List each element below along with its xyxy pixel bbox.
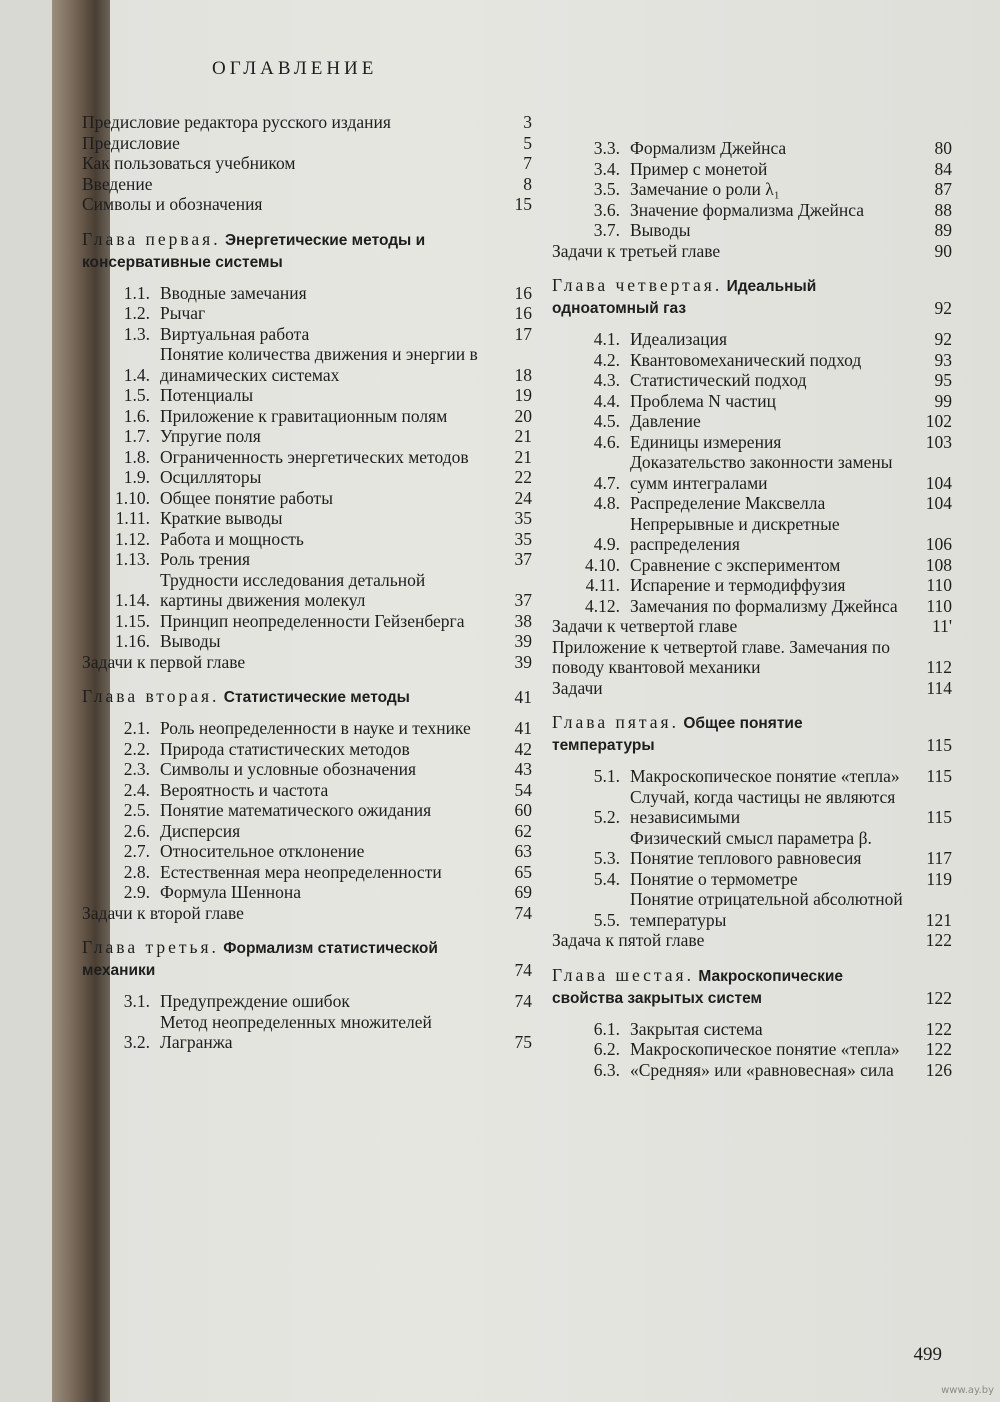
- toc-entry: 3.4. Пример с монетой 84: [593, 158, 952, 179]
- toc-entry: 1.16. Выводы 39: [115, 631, 532, 651]
- toc-entry: 5.3. Физический смысл параметра β. Понятие теплового равновесия 117: [593, 827, 952, 868]
- toc-entry: 4.8. Распределение Максвелла 104: [593, 493, 952, 513]
- toc-entry: 6.2. Макроскопическое понятие «тепла» 122: [593, 1039, 952, 1059]
- toc-entry: 5.4. Понятие о термометре 119: [593, 868, 952, 889]
- page-number: 499: [913, 1344, 942, 1365]
- toc-tasks-entry: Задачи к второй главе 74: [82, 902, 532, 923]
- toc-entry: 2.4. Вероятность и частота 54: [123, 779, 532, 800]
- toc-entry: 2.7. Относительное отклонение 63: [123, 841, 532, 861]
- chapter-6-items: [552, 1019, 952, 1081]
- toc-entry: Символы и обозначения 15: [82, 194, 532, 214]
- toc-entry: 1.1. Вводные замечания 16: [123, 282, 532, 303]
- book-page: [52, 0, 1000, 1402]
- toc-entry: 4.2. Квантовомеханический подход 93: [593, 349, 952, 370]
- toc-entry: 4.10. Сравнение с экспериментом 108: [585, 554, 952, 575]
- toc-entry: 1.7. Упругие поля 21: [123, 426, 532, 446]
- toc-entry: 3.1. Предупреждение ошибок 74: [123, 991, 532, 1011]
- toc-entry: 5.2. Случай, когда частицы не являются независимыми 115: [593, 786, 952, 827]
- toc-entry: Введение 8: [82, 173, 532, 194]
- toc-tasks-entry: Задачи 114: [552, 677, 952, 698]
- chapter-heading: Глава пятая. Общее понятие температуры 115: [552, 712, 952, 755]
- watermark: www.ay.by: [941, 1385, 994, 1396]
- toc-entry: 1.8. Ограниченность энергетических методов 21: [123, 446, 532, 467]
- chapter-2-items: [82, 718, 532, 923]
- toc-left-column: [82, 112, 532, 1053]
- toc-entry: 3.7. Выводы 89: [593, 220, 952, 240]
- chapter-1-items: [82, 283, 532, 673]
- chapter-heading: Глава шестая. Макроскопические свойства закрытых систем 122: [552, 964, 952, 1008]
- toc-entry: 1.10. Общее понятие работы 24: [115, 487, 532, 508]
- toc-entry: 1.14. Трудности исследования детальной картины движения молекул 37: [115, 569, 532, 610]
- toc-entry: 2.9. Формула Шеннона 69: [123, 882, 532, 902]
- chapter-4-items: [552, 329, 952, 698]
- toc-tasks-entry: Задачи к четвертой главе 11': [552, 616, 952, 636]
- toc-entry: 2.8. Естественная мера неопределенности 65: [123, 861, 532, 882]
- toc-tasks-entry: Задачи к первой главе 39: [82, 651, 532, 672]
- toc-entry: 1.6. Приложение к гравитационным полям 20: [123, 405, 532, 426]
- toc-entry: 3.6. Значение формализма Джейнса 88: [593, 199, 952, 220]
- toc-entry: 2.5. Понятие математического ожидания 60: [123, 800, 532, 820]
- toc-entry: 3.3. Формализм Джейнса 80: [593, 138, 952, 158]
- toc-entry: 1.11. Краткие выводы 35: [115, 508, 532, 528]
- toc-entry: Предисловие редактора русского издания 3: [82, 112, 532, 132]
- chapter-heading: Глава третья. Формализм статистической механики 74: [82, 937, 532, 980]
- chapter-heading: Глава первая. Энергетические методы и консервативные системы: [82, 228, 426, 271]
- toc-entry: 4.9. Непрерывные и дискретные распределения 106: [593, 513, 952, 554]
- toc-entry: 5.1. Макроскопическое понятие «тепла» 115: [593, 766, 952, 786]
- toc-entry: 2.2. Природа статистических методов 42: [123, 738, 532, 759]
- toc-entry: Как пользоваться учебником 7: [82, 153, 532, 173]
- chapter-heading: Глава вторая. Статистические методы 41: [82, 686, 532, 707]
- toc-entry: 4.7. Доказательство законности замены сумм интегралами 104: [593, 452, 952, 493]
- toc-tasks-entry: Задача к пятой главе 122: [552, 930, 952, 950]
- chapter-3-items-left: [82, 991, 532, 1053]
- chapter-5-items: [552, 766, 952, 951]
- toc-entry: 6.1. Закрытая система 122: [593, 1018, 952, 1039]
- toc-entry: 4.6. Единицы измерения 103: [593, 431, 952, 452]
- contents-heading: ОГЛАВЛЕНИЕ: [212, 58, 378, 79]
- toc-entry: 4.11. Испарение и термодиффузия 110: [585, 575, 952, 595]
- toc-entry: 6.3. «Средняя» или «равновесная» сила 126: [593, 1059, 952, 1080]
- toc-entry: 4.4. Проблема N частиц 99: [593, 390, 952, 411]
- toc-entry: 1.9. Осцилляторы 22: [123, 467, 532, 487]
- toc-entry: 1.3. Виртуальная работа 17: [123, 323, 532, 344]
- chapter-heading: Глава четвертая. Идеальный одноатомный газ 92: [552, 275, 952, 318]
- toc-entry: 5.5. Понятие отрицательной абсолютной температуры 121: [593, 889, 952, 930]
- toc-appendix-entry: Приложение к четвертой главе. Замечания по поводу квантовой механики 112: [552, 636, 952, 677]
- toc-entry: 2.6. Дисперсия 62: [123, 820, 532, 841]
- chapter-3-items-right: [552, 138, 952, 261]
- toc-entry: 1.13. Роль трения 37: [115, 549, 532, 569]
- toc-entry: 3.2. Метод неопределенных множителей Лагранжа 75: [123, 1011, 532, 1052]
- toc-entry: 4.3. Статистический подход 95: [593, 370, 952, 390]
- toc-entry: 2.1. Роль неопределенности в науке и технике 41: [123, 718, 532, 738]
- toc-tasks-entry: Задачи к третьей главе 90: [552, 240, 952, 261]
- toc-entry: 2.3. Символы и условные обозначения 43: [123, 759, 532, 779]
- toc-right-column: [552, 138, 952, 1080]
- toc-entry: 1.2. Рычаг 16: [123, 303, 532, 323]
- toc-entry: 4.1. Идеализация 92: [593, 329, 952, 349]
- toc-entry: 4.12. Замечания по формализму Джейнса 110: [585, 595, 952, 616]
- toc-entry: 4.5. Давление 102: [593, 411, 952, 431]
- toc-entry: 1.4. Понятие количества движения и энергии в динамических системах 18: [123, 344, 532, 385]
- toc-entry: 1.15. Принцип неопределенности Гейзенберга 38: [115, 610, 532, 631]
- toc-entry: 3.5. Замечание о роли λ₁ 87: [593, 179, 952, 199]
- toc-entry: 1.12. Работа и мощность 35: [115, 528, 532, 549]
- toc-entry: 1.5. Потенциалы 19: [123, 385, 532, 405]
- toc-entry: Предисловие 5: [82, 132, 532, 153]
